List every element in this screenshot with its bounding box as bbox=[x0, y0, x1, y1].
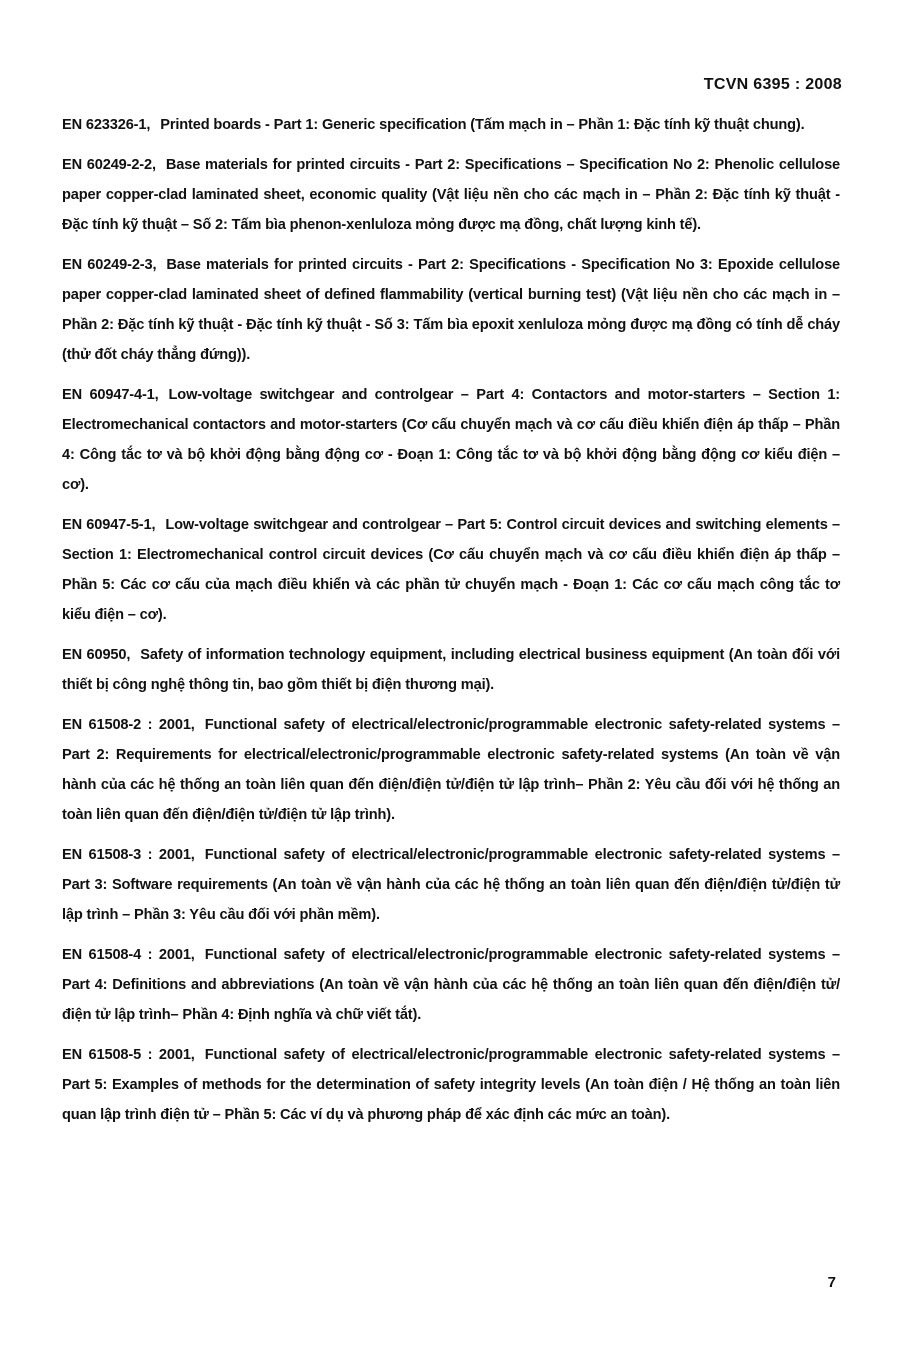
reference-code: EN 61508-5 : 2001, bbox=[62, 1047, 195, 1063]
reference-text: Safety of information technology equipment, including electrical business equipment (An toàn đối với thiết bị công nghệ thông tin, bao gồm thiết bị điện thương mại). bbox=[62, 647, 840, 693]
reference-entry bbox=[62, 380, 840, 500]
reference-code: EN 623326-1, bbox=[62, 117, 151, 133]
reference-entry bbox=[62, 150, 840, 240]
reference-list bbox=[62, 110, 840, 1140]
reference-text: Printed boards - Part 1: Generic specification (Tấm mạch in – Phần 1: Đặc tính kỹ thuật chung). bbox=[160, 117, 805, 133]
reference-code: EN 60249-2-2, bbox=[62, 157, 156, 173]
reference-text: Base materials for printed circuits - Part 2: Specifications – Specification No 2: Phenolic cellulose paper copper-clad laminated sheet, economic quality (Vật liệu nền cho các mạch in – Phần 2: Đặc tính kỹ thuật - Đặc tính kỹ thuật – Số 2: Tấm bìa phenon-xenluloza mỏng được mạ đồng, chất lượng kinh tế). bbox=[62, 157, 840, 233]
reference-code: EN 61508-2 : 2001, bbox=[62, 717, 195, 733]
reference-entry bbox=[62, 110, 840, 140]
reference-entry bbox=[62, 1040, 840, 1130]
reference-entry bbox=[62, 250, 840, 370]
reference-entry bbox=[62, 840, 840, 930]
reference-code: EN 61508-3 : 2001, bbox=[62, 847, 195, 863]
reference-entry bbox=[62, 710, 840, 830]
reference-entry bbox=[62, 940, 840, 1030]
reference-code: EN 61508-4 : 2001, bbox=[62, 947, 195, 963]
reference-text: Functional safety of electrical/electronic/programmable electronic safety-related systems – Part 2: Requirements for electrical/electronic/programmable electronic safety-related systems (An toàn về vận hành của các hệ thống an toàn liên quan đến điện/điện tử/điện tử lập trình– Phần 2: Yêu cầu đối với hệ thống an toàn liên quan đến điện/điện tử/điện tử lập trình). bbox=[62, 717, 840, 823]
standard-header: TCVN 6395 : 2008 bbox=[703, 76, 842, 93]
reference-code: EN 60249-2-3, bbox=[62, 257, 157, 273]
reference-text: Functional safety of electrical/electronic/programmable electronic safety-related systems – Part 5: Examples of methods for the determination of safety integrity levels (An toàn điện / Hệ thống an toàn liên quan lập trình điện tử – Phần 5: Các ví dụ và phương pháp để xác định các mức an toàn). bbox=[62, 1047, 840, 1123]
reference-text: Base materials for printed circuits - Part 2: Specifications - Specification No 3: Epoxide cellulose paper copper-clad laminated sheet of defined flammability (vertical burning test) (Vật liệu nền cho các mạch in – Phần 2: Đặc tính kỹ thuật - Đặc tính kỹ thuật - Số 3: Tấm bìa epoxit xenluloza mỏng được mạ đồng có tính dễ cháy (thử đốt cháy thẳng đứng)). bbox=[62, 257, 840, 363]
reference-entry bbox=[62, 510, 840, 630]
reference-code: EN 60947-4-1, bbox=[62, 387, 159, 403]
reference-entry bbox=[62, 640, 840, 700]
page-number: 7 bbox=[827, 1274, 836, 1291]
reference-code: EN 60947-5-1, bbox=[62, 517, 156, 533]
reference-text: Low-voltage switchgear and controlgear – Part 4: Contactors and motor-starters – Section 1: Electromechanical contactors and motor-starters (Cơ cấu chuyển mạch và cơ cấu điều khiển điện áp thấp – Phần 4: Công tắc tơ và bộ khởi động bằng động cơ - Đoạn 1: Công tắc tơ và bộ khởi động bằng động cơ kiểu điện – cơ). bbox=[62, 387, 840, 493]
reference-text: Functional safety of electrical/electronic/programmable electronic safety-related systems – Part 3: Software requirements (An toàn về vận hành của các hệ thống an toàn liên quan đến điện/điện tử/điện tử lập trình – Phần 3: Yêu cầu đối với phần mềm). bbox=[62, 847, 840, 923]
reference-code: EN 60950, bbox=[62, 647, 131, 663]
reference-text: Low-voltage switchgear and controlgear – Part 5: Control circuit devices and switching elements – Section 1: Electromechanical control circuit devices (Cơ cấu chuyển mạch và cơ cấu điều khiển điện áp thấp – Phần 5: Các cơ cấu của mạch điều khiển và các phần tử chuyển mạch - Đoạn 1: Các cơ cấu mạch công tắc tơ kiểu điện – cơ). bbox=[62, 517, 840, 623]
reference-text: Functional safety of electrical/electronic/programmable electronic safety-related systems – Part 4: Definitions and abbreviations (An toàn về vận hành của các hệ thống an toàn liên quan đến điện/điện tử/điện tử lập trình– Phần 4: Định nghĩa và chữ viết tắt). bbox=[62, 947, 840, 1023]
